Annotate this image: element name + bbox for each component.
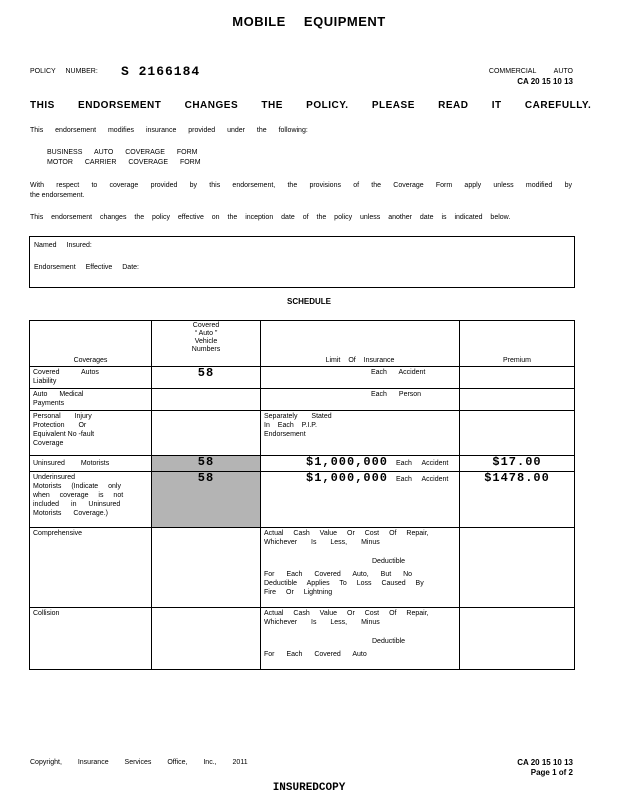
coverage-cell	[30, 411, 152, 456]
vehicles-cell	[152, 367, 261, 389]
coverage-line: Motorists (Indicate only	[33, 483, 121, 490]
header-limit: Limit Of Insurance	[261, 321, 460, 367]
limit-line: Separately Stated	[264, 413, 332, 420]
limit-cell	[261, 472, 460, 528]
vehicles-cell	[152, 411, 261, 456]
form-list-item: MOTOR CARRIER COVERAGE FORM	[47, 159, 201, 166]
coverage-cell	[30, 367, 152, 389]
endorsement-notice: THIS ENDORSEMENT CHANGES THE POLICY. PLEASE READ IT CAREFULLY.	[30, 100, 592, 111]
respect-text: With respect to coverage provided by this endorsement, the provisions of the Coverage Form apply unless modified by	[30, 182, 572, 189]
table-row	[30, 528, 575, 608]
table-row	[30, 472, 575, 528]
table-row	[30, 456, 575, 472]
form-line-label: COMMERCIAL AUTO	[488, 68, 573, 75]
copyright: Copyright, Insurance Services Office, Inc., 2011	[30, 759, 248, 766]
vehicle-numbers: 58	[197, 471, 215, 485]
coverage-line: Payments	[33, 400, 65, 407]
coverage-line: Liability	[33, 378, 57, 385]
coverage-line: Equivalent No -fault	[33, 431, 95, 438]
form-identifier	[473, 67, 573, 87]
limit-cell	[261, 608, 460, 670]
limit-line: Fire Or Lightning	[264, 589, 333, 596]
insured-copy-stamp: INSUREDCOPY	[272, 782, 346, 794]
page-indicator: Page 1 of 2	[530, 768, 573, 777]
effective-text: This endorsement changes the policy effective on the inception date of the policy unless another date is indicated below.	[30, 214, 511, 221]
intro-text: This endorsement modifies insurance provided under the following:	[30, 127, 308, 134]
form-list-item: BUSINESS AUTO COVERAGE FORM	[47, 149, 198, 156]
vehicles-cell	[152, 608, 261, 670]
coverage-line: Coverage	[33, 440, 64, 447]
limit-value: $1,000,000	[306, 455, 389, 469]
coverage-line: when coverage is not	[33, 492, 124, 499]
limit-cell	[261, 528, 460, 608]
policy-number-label: POLICY NUMBER:	[30, 68, 98, 75]
limit-line: For Each Covered Auto, But No	[264, 571, 413, 578]
limit-line: Deductible	[372, 558, 406, 565]
table-header-row	[30, 321, 575, 367]
premium-cell	[460, 456, 575, 472]
premium-cell	[460, 411, 575, 456]
premium-cell	[460, 389, 575, 411]
premium-cell	[460, 608, 575, 670]
limit-line: Actual Cash Value Or Cost Of Repair,	[264, 610, 429, 617]
limit-line: Deductible Applies To Loss Caused By	[264, 580, 424, 587]
endorsement-effective-label: Endorsement Effective Date:	[34, 264, 139, 271]
premium-value: $1478.00	[484, 471, 550, 485]
coverage-line: Auto Medical	[33, 391, 84, 398]
limit-label: Each Accident	[395, 460, 449, 467]
premium-cell	[460, 472, 575, 528]
policy-number: S 2166184	[121, 64, 201, 79]
header-vehicles-line: “ Auto ”	[194, 330, 218, 337]
limit-line: In Each P.I.P.	[264, 422, 317, 429]
coverage-cell	[30, 472, 152, 528]
vehicles-cell	[152, 528, 261, 608]
coverage-line: Personal Injury	[33, 413, 92, 420]
limit-line: For Each Covered Auto	[264, 651, 367, 658]
header-vehicles-line: Numbers	[191, 346, 221, 353]
table-row	[30, 608, 575, 670]
coverage-line: Motorists Coverage.)	[33, 510, 108, 517]
header-vehicles	[152, 321, 261, 367]
coverage-cell	[30, 389, 152, 411]
limit-value: $1,000,000	[306, 471, 389, 485]
document-title: MOBILE EQUIPMENT	[232, 14, 386, 29]
limit-line: Endorsement	[264, 431, 306, 438]
premium-cell	[460, 367, 575, 389]
vehicles-cell	[152, 389, 261, 411]
header-vehicles-line: Covered	[192, 322, 220, 329]
table-row	[30, 389, 575, 411]
limit-line: Whichever Is Less, Minus	[264, 539, 380, 546]
footer-form-info	[473, 758, 573, 778]
table-row	[30, 367, 575, 389]
vehicles-cell	[152, 456, 261, 472]
premium-cell	[460, 528, 575, 608]
limit-cell	[261, 411, 460, 456]
respect-text-cont: the endorsement.	[30, 192, 85, 199]
coverage-line: Underinsured	[33, 474, 76, 481]
vehicles-cell	[152, 472, 261, 528]
coverage-cell: Uninsured Motorists	[30, 456, 152, 472]
table-row	[30, 411, 575, 456]
schedule-title: SCHEDULE	[286, 297, 331, 306]
coverage-line: Covered Autos	[33, 369, 99, 376]
limit-cell: Each Accident	[261, 367, 460, 389]
premium-value: $17.00	[492, 455, 542, 469]
limit-cell: Each Person	[261, 389, 460, 411]
header-premium: Premium	[460, 321, 575, 367]
vehicle-numbers: 58	[197, 455, 215, 469]
schedule-table	[29, 320, 575, 670]
header-vehicles-line: Vehicle	[194, 338, 218, 345]
limit-label: Each Accident	[395, 476, 449, 483]
coverage-line: included in Uninsured	[33, 501, 121, 508]
limit-line: Actual Cash Value Or Cost Of Repair,	[264, 530, 429, 537]
limit-cell	[261, 456, 460, 472]
insured-box	[29, 236, 575, 288]
coverage-cell: Collision	[30, 608, 152, 670]
vehicle-numbers: 58	[197, 366, 215, 380]
limit-line: Deductible	[372, 638, 406, 645]
form-number: CA 20 15 10 13	[517, 77, 573, 86]
limit-line: Whichever Is Less, Minus	[264, 619, 380, 626]
coverage-cell: Comprehensive	[30, 528, 152, 608]
footer-form-number: CA 20 15 10 13	[517, 758, 573, 767]
coverage-line: Protection Or	[33, 422, 87, 429]
header-coverages: Coverages	[30, 321, 152, 367]
named-insured-label: Named Insured:	[34, 242, 92, 249]
